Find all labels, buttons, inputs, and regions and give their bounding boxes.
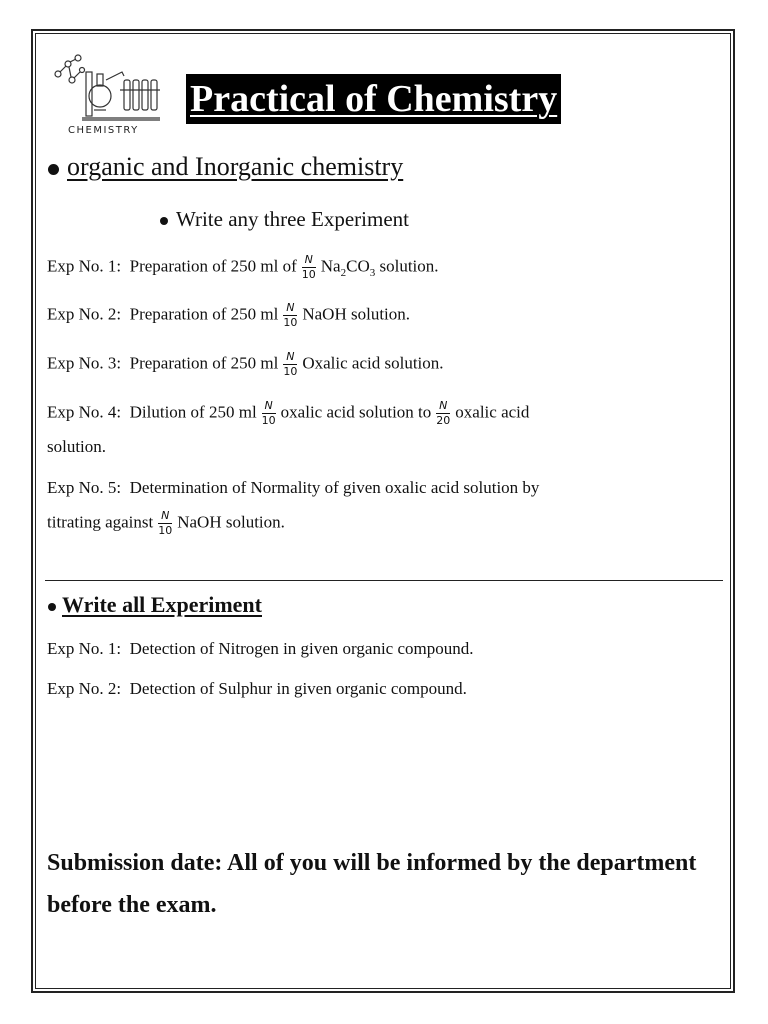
page-title: Practical of Chemistry (186, 74, 561, 124)
experiment-5: Exp No. 5: Determination of Normality of given oxalic acid solution by (47, 478, 540, 497)
bullet-icon (48, 603, 56, 611)
experiment-1: Exp No. 1: Preparation of 250 ml of $\frac{N}{10}$ $Na_2CO_3$ solution. (47, 253, 439, 281)
fraction: $\frac{N}{10}$ (283, 301, 298, 329)
experiment-detect-1: Exp No. 1: Detection of Nitrogen in given organic compound. (47, 639, 474, 658)
experiment-4: Exp No. 4: Dilution of 250 ml $\frac{N}{10}$ oxalic acid solution to $\frac{N}{20}$ oxalic acid (47, 399, 530, 427)
divider (45, 580, 723, 581)
fraction: $\frac{N}{20}$ (436, 399, 451, 427)
section1-instruction: Write any three Experiment (160, 207, 409, 232)
bullet-icon (48, 164, 59, 175)
fraction: $\frac{N}{10}$ (283, 350, 298, 378)
logo-text: CHEMISTRY (68, 125, 139, 136)
section1-heading: organic and Inorganic chemistry (48, 152, 403, 182)
experiment-2: Exp No. 2: Preparation of 250 ml $\frac{N}{10}$ NaOH solution. (47, 301, 411, 329)
fraction: $\frac{N}{10}$ (301, 253, 316, 281)
fraction: $\frac{N}{10}$ (261, 399, 276, 427)
experiment-5-continued: titrating against $\frac{N}{10}$ NaOH solution. (47, 509, 285, 537)
section2-heading: Write all Experiment (48, 592, 262, 618)
fraction: $\frac{N}{10}$ (158, 509, 173, 537)
experiment-detect-2: Exp No. 2: Detection of Sulphur in given organic compound. (47, 679, 467, 698)
bullet-icon (160, 217, 168, 225)
experiment-4-continued: solution. (47, 437, 107, 456)
submission-note: Submission date: All of you will be informed by the department before the exam. (47, 850, 697, 918)
experiment-3: Exp No. 3: Preparation of 250 ml $\frac{N}{10}$ Oxalic acid solution. (47, 350, 444, 378)
